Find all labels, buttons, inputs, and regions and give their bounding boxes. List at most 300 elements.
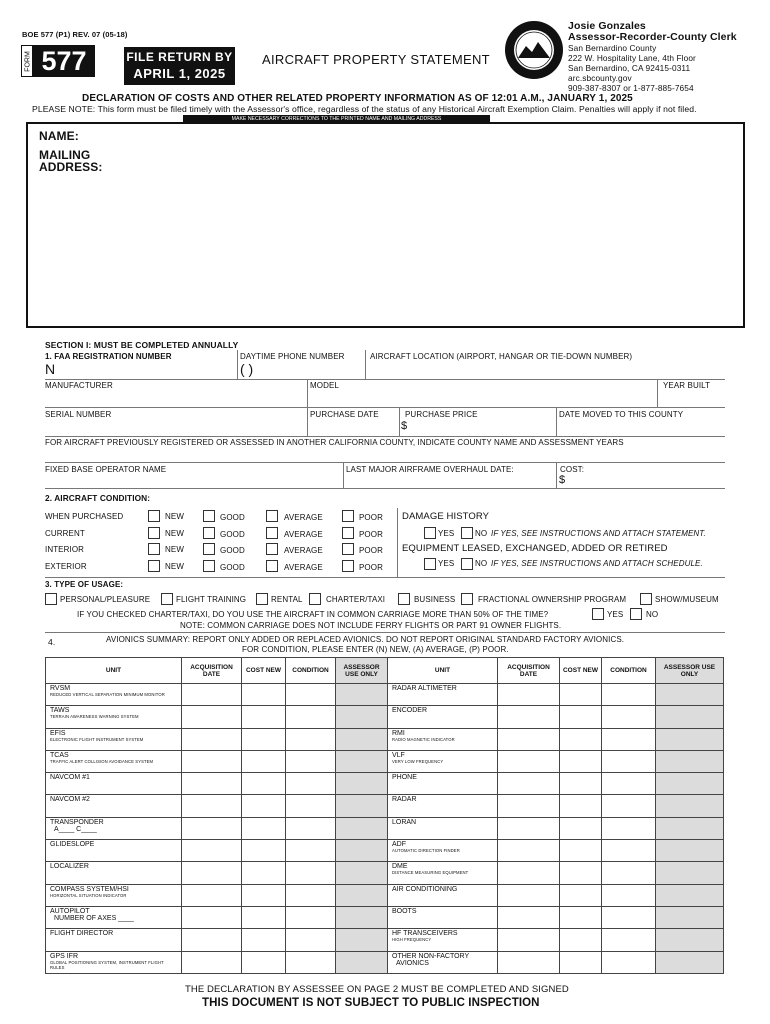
acquisition-date-input[interactable] <box>498 862 560 884</box>
option-label: GOOD <box>220 530 245 539</box>
table-row <box>46 929 724 951</box>
section1-title: SECTION I: MUST BE COMPLETED ANNUALLY <box>45 340 239 350</box>
condition-input[interactable] <box>286 884 336 906</box>
purchase-price-input[interactable] <box>401 420 555 436</box>
unit-name: VLF <box>392 751 405 759</box>
col-unit: UNIT <box>46 658 182 684</box>
avionics-table <box>45 657 724 974</box>
col-acq-date: ACQUISITION DATE <box>182 658 242 684</box>
common-carriage-no-label: NO <box>646 610 659 619</box>
acquisition-date-input[interactable] <box>182 750 242 772</box>
usage-flight-training-label: FLIGHT TRAINING <box>176 595 247 604</box>
unit-name: HF TRANSCEIVERS <box>392 930 458 938</box>
usage-charter-checkbox[interactable] <box>309 593 321 605</box>
option-label: GOOD <box>220 563 245 572</box>
acquisition-date-input[interactable] <box>182 728 242 750</box>
table-row <box>46 840 724 862</box>
cost-new-input[interactable] <box>560 684 602 706</box>
cost-new-input[interactable] <box>242 951 286 973</box>
charter-question: IF YOU CHECKED CHARTER/TAXI, DO YOU USE THE AIRCRAFT IN COMMON CARRIAGE MORE THAN 50% OF THE TIME? <box>77 610 549 619</box>
acquisition-date-input[interactable] <box>182 840 242 862</box>
condition-input[interactable] <box>286 773 336 795</box>
cond-current-new-checkbox[interactable] <box>148 527 160 539</box>
assessor-use-cell <box>656 840 724 862</box>
avionics-line1: AVIONICS SUMMARY: REPORT ONLY ADDED OR REPLACED AVIONICS. DO NOT REPORT ORIGINAL STANDARD FACTORY AVIONICS. <box>106 635 625 644</box>
manufacturer-label: MANUFACTURER <box>45 381 113 390</box>
assessor-use-cell <box>336 840 388 862</box>
avionics-number: 4. <box>48 637 56 647</box>
cond-exterior-average-checkbox[interactable] <box>266 560 278 572</box>
unit-description: AUTOMATIC DIRECTION FINDER <box>392 848 460 854</box>
common-carriage-yes-checkbox[interactable] <box>592 608 604 620</box>
acquisition-date-input[interactable] <box>182 795 242 817</box>
assessor-use-cell <box>656 684 724 706</box>
unit-name: NAVCOM #2 <box>50 796 90 804</box>
avionics-unit-cell <box>46 929 182 951</box>
unit-name: RADAR <box>392 796 417 804</box>
cond-current-poor-checkbox[interactable] <box>342 527 354 539</box>
option-label: POOR <box>359 546 383 555</box>
equipment-no-label: NO <box>475 559 488 568</box>
location-label: AIRCRAFT LOCATION (AIRPORT, HANGAR OR TIE-DOWN NUMBER) <box>370 352 633 361</box>
unit-name: COMPASS SYSTEM/HSI <box>50 885 129 893</box>
assessor-use-cell <box>656 884 724 906</box>
assessor-use-cell <box>656 706 724 728</box>
usage-show-museum-checkbox[interactable] <box>640 593 652 605</box>
acquisition-date-input[interactable] <box>182 929 242 951</box>
acquisition-date-input[interactable] <box>182 773 242 795</box>
condition-input[interactable] <box>602 795 656 817</box>
cond-row-when-purchased: WHEN PURCHASED <box>45 512 124 521</box>
cond-interior-good-checkbox[interactable] <box>203 543 215 555</box>
acquisition-date-input[interactable] <box>182 906 242 928</box>
avionics-unit-cell <box>388 706 498 728</box>
avionics-unit-cell <box>388 840 498 862</box>
table-row <box>46 884 724 906</box>
equipment-leased-label: EQUIPMENT LEASED, EXCHANGED, ADDED OR RETIRED <box>402 543 668 554</box>
table-row <box>46 951 724 973</box>
avionics-unit-cell <box>388 929 498 951</box>
condition-input[interactable] <box>286 906 336 928</box>
acquisition-date-input[interactable] <box>182 684 242 706</box>
cond-interior-poor-checkbox[interactable] <box>342 543 354 555</box>
serial-label: SERIAL NUMBER <box>45 410 112 419</box>
acquisition-date-input[interactable] <box>498 929 560 951</box>
damage-history-label: DAMAGE HISTORY <box>402 511 490 522</box>
acquisition-date-input[interactable] <box>182 862 242 884</box>
cond-row-exterior: EXTERIOR <box>45 562 87 571</box>
usage-fractional-label: FRACTIONAL OWNERSHIP PROGRAM <box>478 595 627 604</box>
cond-exterior-new-checkbox[interactable] <box>148 560 160 572</box>
equipment-yes-label: YES <box>438 559 455 568</box>
phone-input[interactable] <box>238 361 364 379</box>
option-label: NEW <box>165 512 184 521</box>
fbo-label: FIXED BASE OPERATOR NAME <box>45 465 167 474</box>
unit-name: TCAS <box>50 751 69 759</box>
assessor-use-cell <box>656 929 724 951</box>
acquisition-date-input[interactable] <box>498 817 560 839</box>
address-label: ADDRESS: <box>39 160 103 174</box>
assessor-use-cell <box>656 773 724 795</box>
cost-new-input[interactable] <box>242 884 286 906</box>
avionics-unit-cell <box>46 862 182 884</box>
assessor-use-cell <box>656 728 724 750</box>
assessor-use-cell <box>656 795 724 817</box>
avionics-unit-cell <box>388 795 498 817</box>
assessor-name: Josie Gonzales <box>568 20 646 32</box>
acquisition-date-input[interactable] <box>498 728 560 750</box>
unit-name: GPS IFR <box>50 952 79 960</box>
table-row <box>46 906 724 928</box>
condition-input[interactable] <box>602 906 656 928</box>
table-row <box>46 750 724 772</box>
col-condition-right: CONDITION <box>602 658 656 684</box>
acquisition-date-input[interactable] <box>182 706 242 728</box>
assessor-use-cell <box>336 817 388 839</box>
cond-interior-new-checkbox[interactable] <box>148 543 160 555</box>
avionics-unit-cell <box>46 706 182 728</box>
condition-input[interactable] <box>286 706 336 728</box>
col-cost-new: COST NEW <box>242 658 286 684</box>
usage-personal-checkbox[interactable] <box>45 593 57 605</box>
condition-input[interactable] <box>602 773 656 795</box>
equipment-note: IF YES, SEE INSTRUCTIONS AND ATTACH SCHEDULE. <box>491 559 703 568</box>
manufacturer-input[interactable] <box>45 390 305 406</box>
damage-note: IF YES, SEE INSTRUCTIONS AND ATTACH STATEMENT. <box>491 529 706 538</box>
condition-input[interactable] <box>286 862 336 884</box>
file-return-line1: FILE RETURN BY <box>126 50 233 64</box>
cost-new-input[interactable] <box>242 773 286 795</box>
condition-input[interactable] <box>286 929 336 951</box>
form-number: 577 <box>33 45 95 77</box>
overhaul-input[interactable] <box>345 474 555 488</box>
usage-business-label: BUSINESS <box>414 595 456 604</box>
unit-name: BOOTS <box>392 907 417 915</box>
damage-yes-label: YES <box>438 529 455 538</box>
cost-new-input[interactable] <box>560 906 602 928</box>
condition-input[interactable] <box>602 840 656 862</box>
purchase-price-dollar: $ <box>401 420 408 432</box>
unit-description: DISTANCE MEASURING EQUIPMENT <box>392 870 469 876</box>
acquisition-date-input[interactable] <box>498 706 560 728</box>
usage-charter-label: CHARTER/TAXI <box>326 595 386 604</box>
unit-description: TRAFFIC ALERT COLLISION AVOIDANCE SYSTEM <box>50 758 154 764</box>
option-label: NEW <box>165 529 184 538</box>
year-built-input[interactable] <box>659 390 725 406</box>
assessor-use-cell <box>656 951 724 973</box>
condition-input[interactable] <box>602 951 656 973</box>
cond-when-new-checkbox[interactable] <box>148 510 160 522</box>
unit-name: DME <box>392 863 408 871</box>
col-acq-date-right: ACQUISITION DATE <box>498 658 560 684</box>
cost-input[interactable] <box>558 474 725 488</box>
file-return-line2: APRIL 1, 2025 <box>133 66 226 81</box>
cost-new-input[interactable] <box>242 684 286 706</box>
option-label: AVERAGE <box>284 563 323 572</box>
cost-new-input[interactable] <box>560 840 602 862</box>
table-row <box>46 728 724 750</box>
unit-name: ADF <box>392 841 406 849</box>
acquisition-date-input[interactable] <box>182 817 242 839</box>
acquisition-date-input[interactable] <box>182 884 242 906</box>
cost-new-input[interactable] <box>560 773 602 795</box>
equipment-yes-checkbox[interactable] <box>424 558 436 570</box>
avionics-unit-cell <box>46 884 182 906</box>
avionics-line2: FOR CONDITION, PLEASE ENTER (N) NEW, (A) AVERAGE, (P) POOR. <box>242 645 509 654</box>
name-address-box[interactable] <box>26 122 745 328</box>
unit-name: RADAR ALTIMETER <box>392 685 457 692</box>
faa-prefix: N <box>45 361 56 377</box>
cost-new-input[interactable] <box>560 929 602 951</box>
serial-input[interactable] <box>45 419 305 435</box>
cost-new-input[interactable] <box>560 706 602 728</box>
avionics-unit-cell <box>388 773 498 795</box>
condition-input[interactable] <box>602 929 656 951</box>
footer-line1: THE DECLARATION BY ASSESSEE ON PAGE 2 MUST BE COMPLETED AND SIGNED <box>185 984 569 995</box>
condition-input[interactable] <box>602 817 656 839</box>
unit-description: RADIO MAGNETIC INDICATOR <box>392 736 455 742</box>
address-line-2: 222 W. Hospitality Lane, 4th Floor <box>568 53 696 63</box>
faa-label: 1. FAA REGISTRATION NUMBER <box>45 352 172 361</box>
unit-description: HIGH FREQUENCY <box>392 937 432 943</box>
avionics-unit-cell <box>46 906 182 928</box>
cost-new-input[interactable] <box>242 817 286 839</box>
assessor-use-cell <box>336 773 388 795</box>
equipment-no-checkbox[interactable] <box>461 558 473 570</box>
cost-new-input[interactable] <box>242 706 286 728</box>
assessor-use-cell <box>336 884 388 906</box>
unit-name: FLIGHT DIRECTOR <box>50 930 114 938</box>
purchase-date-label: PURCHASE DATE <box>310 410 379 419</box>
cost-new-input[interactable] <box>242 795 286 817</box>
please-note: PLEASE NOTE: This form must be filed timely with the Assessor's office, regardless of the status of any Historical Aircraft Exemption Claim. Penalties will apply if not filed. <box>32 104 697 114</box>
footer-line2: THIS DOCUMENT IS NOT SUBJECT TO PUBLIC INSPECTION <box>202 997 540 1009</box>
table-row <box>46 684 724 706</box>
assessor-use-cell <box>656 862 724 884</box>
cond-when-average-checkbox[interactable] <box>266 510 278 522</box>
avionics-unit-cell <box>46 750 182 772</box>
condition-input[interactable] <box>602 862 656 884</box>
avionics-unit-cell <box>46 773 182 795</box>
form-word-box <box>21 45 33 77</box>
cost-new-input[interactable] <box>242 840 286 862</box>
acquisition-date-input[interactable] <box>182 951 242 973</box>
cond-when-poor-checkbox[interactable] <box>342 510 354 522</box>
cost-new-input[interactable] <box>560 817 602 839</box>
table-row <box>46 862 724 884</box>
condition-input[interactable] <box>286 840 336 862</box>
condition-input[interactable] <box>602 884 656 906</box>
unit-name: TRANSPONDER <box>50 818 104 826</box>
unit-name: LOCALIZER <box>50 863 89 871</box>
common-carriage-note: NOTE: COMMON CARRIAGE DOES NOT INCLUDE FERRY FLIGHTS OR PART 91 OWNER FLIGHTS. <box>180 621 562 630</box>
condition-input[interactable] <box>286 795 336 817</box>
acquisition-date-input[interactable] <box>498 773 560 795</box>
unit-description: TERRAIN AWARENESS WARNING SYSTEM <box>50 714 139 720</box>
damage-no-label: NO <box>475 529 488 538</box>
unit-name: GLIDESLOPE <box>50 841 95 849</box>
common-carriage-no-checkbox[interactable] <box>630 608 642 620</box>
table-row <box>46 817 724 839</box>
purchase-price-label: PURCHASE PRICE <box>405 410 478 419</box>
condition-title: 2. AIRCRAFT CONDITION: <box>45 493 151 503</box>
cond-when-good-checkbox[interactable] <box>203 510 215 522</box>
damage-no-checkbox[interactable] <box>461 527 473 539</box>
col-cost-new-right: COST NEW <box>560 658 602 684</box>
cost-new-input[interactable] <box>560 795 602 817</box>
usage-title: 3. TYPE OF USAGE: <box>45 580 124 589</box>
form-word: FORM <box>24 51 32 72</box>
phone-label: DAYTIME PHONE NUMBER <box>240 352 345 361</box>
acquisition-date-input[interactable] <box>498 750 560 772</box>
assessor-use-cell <box>336 862 388 884</box>
condition-input[interactable] <box>286 750 336 772</box>
unit-name: AIR CONDITIONING <box>392 885 458 893</box>
date-moved-label: DATE MOVED TO THIS COUNTY <box>559 410 684 419</box>
option-label: POOR <box>359 563 383 572</box>
avionics-unit-cell <box>46 817 182 839</box>
assessor-use-cell <box>336 706 388 728</box>
cond-exterior-good-checkbox[interactable] <box>203 560 215 572</box>
avionics-unit-cell <box>388 951 498 973</box>
cost-new-input[interactable] <box>560 750 602 772</box>
cond-current-good-checkbox[interactable] <box>203 527 215 539</box>
condition-input[interactable] <box>602 728 656 750</box>
assessor-use-cell <box>336 906 388 928</box>
avionics-unit-cell <box>46 728 182 750</box>
condition-input[interactable] <box>602 684 656 706</box>
unit-name: AUTOPILOT <box>50 907 90 915</box>
cost-new-input[interactable] <box>560 728 602 750</box>
acquisition-date-input[interactable] <box>498 795 560 817</box>
avionics-unit-cell <box>46 840 182 862</box>
cost-new-input[interactable] <box>560 862 602 884</box>
unit-name: OTHER NON-FACTORY <box>392 952 470 960</box>
assessor-use-cell <box>336 750 388 772</box>
faa-input[interactable] <box>45 361 235 379</box>
assessor-use-cell <box>336 795 388 817</box>
location-input[interactable] <box>367 361 725 379</box>
cost-dollar: $ <box>559 474 566 486</box>
col-assessor-right: ASSESSOR USE ONLY <box>656 658 724 684</box>
option-label: AVERAGE <box>284 530 323 539</box>
purchase-date-input[interactable] <box>309 419 397 435</box>
option-label: AVERAGE <box>284 513 323 522</box>
usage-show-museum-label: SHOW/MUSEUM <box>655 595 719 604</box>
cost-new-input[interactable] <box>242 750 286 772</box>
usage-rental-checkbox[interactable] <box>256 593 268 605</box>
acquisition-date-input[interactable] <box>498 840 560 862</box>
model-input[interactable] <box>309 390 655 406</box>
fbo-input[interactable] <box>45 474 341 488</box>
option-label: NEW <box>165 545 184 554</box>
table-row <box>46 795 724 817</box>
table-row <box>46 773 724 795</box>
prev-registered-label: FOR AIRCRAFT PREVIOUSLY REGISTERED OR ASSESSED IN ANOTHER CALIFORNIA COUNTY, INDICATE COUNTY NAME AND ASSESSMENT YEARS <box>45 438 624 447</box>
option-label: NEW <box>165 562 184 571</box>
avionics-unit-cell <box>388 862 498 884</box>
avionics-unit-cell <box>388 884 498 906</box>
address-line-4: arc.sbcounty.gov <box>568 73 632 83</box>
unit-subline: AVIONICS <box>396 959 429 967</box>
cost-new-input[interactable] <box>242 906 286 928</box>
county-seal-icon <box>504 20 564 80</box>
usage-business-checkbox[interactable] <box>398 593 410 605</box>
unit-description: HORIZONTAL SITUATION INDICATOR <box>50 892 127 898</box>
condition-input[interactable] <box>602 750 656 772</box>
cost-new-input[interactable] <box>242 728 286 750</box>
acquisition-date-input[interactable] <box>498 684 560 706</box>
option-label: GOOD <box>220 546 245 555</box>
cost-label: COST: <box>560 465 585 474</box>
cost-new-input[interactable] <box>242 929 286 951</box>
condition-input[interactable] <box>286 684 336 706</box>
cond-interior-average-checkbox[interactable] <box>266 543 278 555</box>
unit-name: LORAN <box>392 818 417 826</box>
date-moved-input[interactable] <box>558 419 725 435</box>
option-label: GOOD <box>220 513 245 522</box>
cond-row-current: CURRENT <box>45 529 85 538</box>
address-line-3: San Bernardino, CA 92415-0311 <box>568 63 691 73</box>
option-label: AVERAGE <box>284 546 323 555</box>
col-unit-right: UNIT <box>388 658 498 684</box>
condition-input[interactable] <box>286 817 336 839</box>
address-line-5: 909-387-8307 or 1-877-885-7654 <box>568 83 694 93</box>
file-return-box <box>124 47 235 85</box>
acquisition-date-input[interactable] <box>498 884 560 906</box>
cond-exterior-poor-checkbox[interactable] <box>342 560 354 572</box>
assessor-use-cell <box>656 906 724 928</box>
unit-name: EFIS <box>50 729 66 737</box>
assessor-use-cell <box>336 684 388 706</box>
usage-flight-training-checkbox[interactable] <box>161 593 173 605</box>
form-title: AIRCRAFT PROPERTY STATEMENT <box>262 52 490 67</box>
usage-rental-label: RENTAL <box>271 595 303 604</box>
acquisition-date-input[interactable] <box>498 951 560 973</box>
unit-description: ELECTRONIC FLIGHT INSTRUMENT SYSTEM <box>50 736 144 742</box>
acquisition-date-input[interactable] <box>498 906 560 928</box>
condition-input[interactable] <box>286 951 336 973</box>
cost-new-input[interactable] <box>242 862 286 884</box>
name-label: NAME: <box>39 129 79 143</box>
model-label: MODEL <box>310 381 339 390</box>
avionics-unit-cell <box>388 906 498 928</box>
condition-input[interactable] <box>286 728 336 750</box>
assessor-title: Assessor-Recorder-County Clerk <box>568 31 737 43</box>
unit-name: NAVCOM #1 <box>50 774 90 782</box>
option-label: POOR <box>359 530 383 539</box>
cond-current-average-checkbox[interactable] <box>266 527 278 539</box>
unit-description: VERY LOW FREQUENCY <box>392 758 444 764</box>
phone-paren: ( ) <box>240 361 254 377</box>
usage-fractional-checkbox[interactable] <box>461 593 473 605</box>
cost-new-input[interactable] <box>560 884 602 906</box>
avionics-header-row <box>46 658 724 684</box>
condition-input[interactable] <box>602 706 656 728</box>
col-condition: CONDITION <box>286 658 336 684</box>
assessor-use-cell <box>336 728 388 750</box>
assessor-use-cell <box>336 929 388 951</box>
unit-name: ENCODER <box>392 707 428 715</box>
cost-new-input[interactable] <box>560 951 602 973</box>
form-code: BOE 577 (P1) REV. 07 (05-18) <box>22 30 128 39</box>
unit-name: PHONE <box>392 774 417 782</box>
damage-yes-checkbox[interactable] <box>424 527 436 539</box>
mailing-label: MAILING <box>39 148 91 162</box>
prev-registered-input[interactable] <box>45 447 725 462</box>
unit-name: RVSM <box>50 685 71 692</box>
assessor-use-cell <box>656 817 724 839</box>
